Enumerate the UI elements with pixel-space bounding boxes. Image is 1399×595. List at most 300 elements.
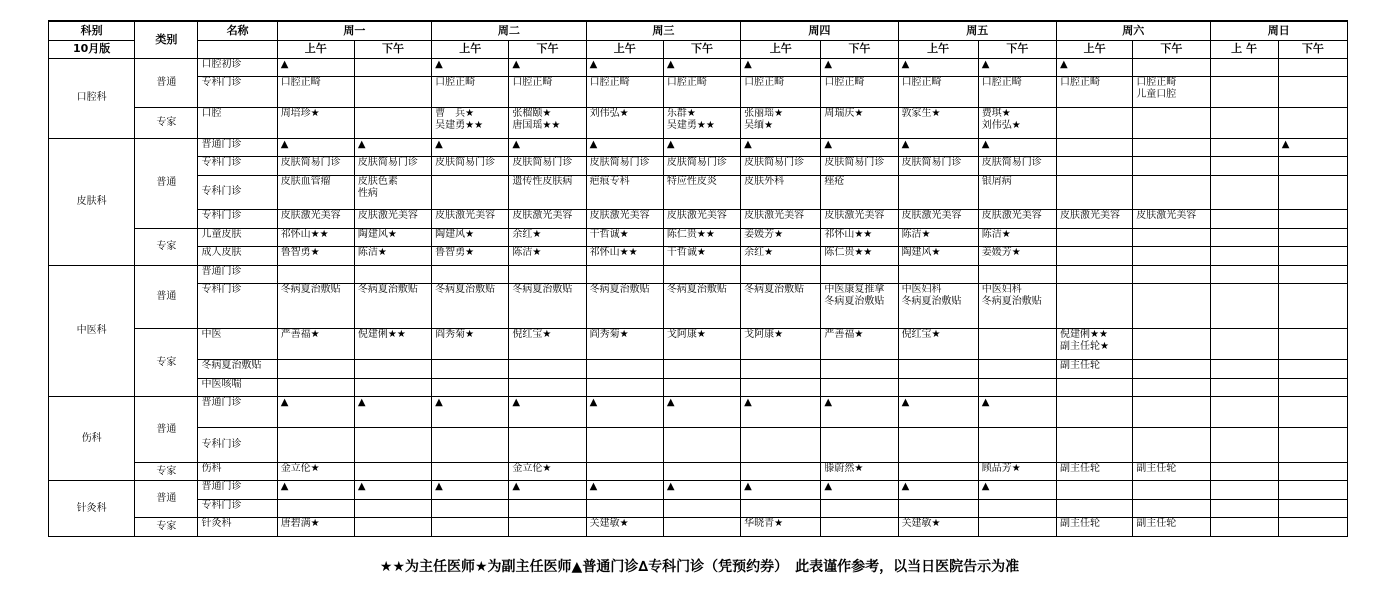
schedule-cell bbox=[1133, 499, 1210, 517]
schedule-cell bbox=[1133, 107, 1210, 138]
schedule-cell bbox=[663, 138, 740, 156]
schedule-cell bbox=[741, 462, 821, 480]
schedule-entry: 口腔正畸 bbox=[1060, 76, 1101, 88]
header-pm: 下午 bbox=[1278, 40, 1347, 58]
schedule-entry: 副主任轮 bbox=[1060, 360, 1101, 372]
schedule-cell bbox=[1133, 329, 1210, 360]
department-cell: 针灸科 bbox=[49, 481, 135, 537]
schedule-cell bbox=[509, 76, 586, 107]
schedule-entry: ▲ bbox=[280, 58, 289, 70]
schedule-cell bbox=[1210, 378, 1278, 396]
schedule-entry: ▲ bbox=[981, 481, 990, 493]
clinic-name-cell: 专科门诊 bbox=[198, 210, 277, 228]
table-row bbox=[49, 427, 1348, 462]
schedule-cell bbox=[663, 175, 740, 210]
schedule-entry: 冬病夏治敷贴 bbox=[589, 284, 650, 296]
schedule-cell bbox=[978, 210, 1056, 228]
schedule-cell bbox=[978, 157, 1056, 175]
schedule-cell bbox=[821, 175, 898, 210]
schedule-entry: 皮肤激光美容 bbox=[357, 210, 418, 222]
header-pm: 下午 bbox=[509, 40, 586, 58]
schedule-cell bbox=[509, 58, 586, 76]
schedule-entry: 滕蔚然★ bbox=[824, 462, 864, 474]
schedule-cell bbox=[1057, 76, 1133, 107]
schedule-cell bbox=[1210, 138, 1278, 156]
schedule-cell bbox=[741, 247, 821, 265]
schedule-entry: ▲ bbox=[744, 397, 752, 409]
schedule-cell bbox=[509, 360, 586, 378]
schedule-cell bbox=[741, 138, 821, 156]
schedule-entry: 皮肤激光美容 bbox=[666, 210, 727, 222]
schedule-entry: 口腔正畸 bbox=[824, 76, 865, 88]
schedule-entry: ▲ bbox=[512, 138, 521, 150]
schedule-entry: 祁怀山★★ bbox=[824, 228, 873, 240]
schedule-entry: 皮肤激光美容 bbox=[981, 210, 1042, 222]
category-cell: 普通 bbox=[135, 397, 198, 463]
schedule-cell bbox=[277, 329, 354, 360]
schedule-cell bbox=[821, 499, 898, 517]
schedule-cell bbox=[1278, 329, 1347, 360]
clinic-name-cell: 普通门诊 bbox=[198, 265, 277, 283]
schedule-entry: ▲ bbox=[981, 58, 990, 70]
schedule-cell bbox=[586, 247, 663, 265]
schedule-cell bbox=[741, 76, 821, 107]
schedule-cell bbox=[586, 360, 663, 378]
schedule-cell bbox=[1133, 427, 1210, 462]
schedule-cell bbox=[432, 107, 509, 138]
schedule-entry: 皮肤激光美容 bbox=[512, 210, 573, 222]
schedule-cell bbox=[1133, 247, 1210, 265]
category-cell: 专家 bbox=[135, 107, 198, 138]
schedule-cell bbox=[898, 518, 978, 537]
schedule-entry: 中医妇科 bbox=[981, 284, 1022, 296]
schedule-entry: 干哲诚★ bbox=[666, 247, 706, 259]
schedule-entry: ▲ bbox=[435, 58, 443, 70]
category-cell: 专家 bbox=[135, 228, 198, 265]
schedule-cell bbox=[509, 499, 586, 517]
schedule-entry: ▲ bbox=[824, 138, 833, 150]
schedule-cell bbox=[1210, 462, 1278, 480]
schedule-entry: 刘伟弘★ bbox=[981, 119, 1021, 131]
schedule-entry: 中医康复推拿 bbox=[824, 284, 885, 296]
schedule-cell bbox=[1133, 360, 1210, 378]
schedule-cell bbox=[432, 157, 509, 175]
schedule-cell bbox=[277, 265, 354, 283]
schedule-cell bbox=[1057, 58, 1133, 76]
schedule-entry: ▲ bbox=[280, 138, 289, 150]
schedule-entry: 冬病夏治敷贴 bbox=[666, 284, 727, 296]
schedule-entry: ▲ bbox=[1281, 138, 1290, 150]
schedule-entry: 皮肤激光美容 bbox=[824, 210, 885, 222]
table-row bbox=[49, 360, 1348, 378]
schedule-entry: 皮肤色素 bbox=[357, 175, 398, 187]
schedule-cell bbox=[354, 427, 431, 462]
schedule-entry: 关建敏★ bbox=[589, 518, 629, 530]
schedule-entry: 口腔正畸 bbox=[1136, 76, 1177, 88]
schedule-cell bbox=[277, 284, 354, 329]
schedule-cell bbox=[1278, 247, 1347, 265]
schedule-cell bbox=[586, 284, 663, 329]
schedule-cell bbox=[1278, 518, 1347, 537]
schedule-cell bbox=[277, 378, 354, 396]
schedule-cell bbox=[432, 329, 509, 360]
schedule-cell bbox=[741, 360, 821, 378]
schedule-cell bbox=[509, 462, 586, 480]
schedule-cell bbox=[741, 228, 821, 246]
schedule-cell bbox=[978, 138, 1056, 156]
schedule-cell bbox=[1057, 265, 1133, 283]
header-day-wed: 周三 bbox=[586, 21, 740, 40]
schedule-cell bbox=[1278, 462, 1347, 480]
schedule-cell bbox=[1210, 265, 1278, 283]
schedule-cell bbox=[663, 157, 740, 175]
schedule-cell bbox=[432, 427, 509, 462]
schedule-cell bbox=[586, 175, 663, 210]
schedule-entry: 皮肤简易门诊 bbox=[666, 157, 727, 169]
schedule-cell bbox=[978, 397, 1056, 428]
table-row bbox=[49, 481, 1348, 499]
schedule-entry: 倪建俐★★ bbox=[1060, 329, 1108, 341]
schedule-cell bbox=[1057, 518, 1133, 537]
schedule-cell bbox=[354, 378, 431, 396]
schedule-cell bbox=[898, 175, 978, 210]
header-day-tue: 周二 bbox=[432, 21, 586, 40]
schedule-cell bbox=[663, 210, 740, 228]
schedule-entry: ▲ bbox=[357, 481, 366, 493]
schedule-cell bbox=[354, 58, 431, 76]
schedule-cell bbox=[586, 138, 663, 156]
schedule-cell bbox=[898, 499, 978, 517]
schedule-entry: 祁怀山★★ bbox=[589, 247, 638, 259]
schedule-cell bbox=[978, 360, 1056, 378]
header-row-days bbox=[49, 21, 1348, 40]
table-row bbox=[49, 247, 1348, 265]
schedule-entry: 冬病夏治敷贴 bbox=[901, 296, 962, 308]
header-pm: 下午 bbox=[354, 40, 431, 58]
header-row-halfday bbox=[49, 40, 1348, 58]
header-day-sun: 周日 bbox=[1210, 21, 1348, 40]
schedule-cell bbox=[1278, 210, 1347, 228]
clinic-name-cell: 口腔初诊 bbox=[198, 58, 277, 76]
schedule-entry: 遗传性皮肤病 bbox=[512, 175, 573, 187]
header-category: 类别 bbox=[135, 21, 198, 58]
schedule-cell bbox=[586, 228, 663, 246]
table-row bbox=[49, 76, 1348, 107]
category-cell: 专家 bbox=[135, 329, 198, 397]
schedule-cell bbox=[978, 107, 1056, 138]
schedule-entry: 皮肤简易门诊 bbox=[901, 157, 962, 169]
schedule-cell bbox=[741, 157, 821, 175]
schedule-cell bbox=[1057, 329, 1133, 360]
schedule-cell bbox=[432, 360, 509, 378]
schedule-cell bbox=[1278, 481, 1347, 499]
schedule-entry: 陶建风★ bbox=[435, 228, 475, 240]
schedule-entry: ▲ bbox=[824, 481, 833, 493]
schedule-entry: 皮肤激光美容 bbox=[1060, 210, 1121, 222]
schedule-cell bbox=[821, 157, 898, 175]
schedule-entry: ▲ bbox=[512, 58, 521, 70]
schedule-cell bbox=[663, 76, 740, 107]
schedule-cell bbox=[978, 58, 1056, 76]
schedule-cell bbox=[1210, 58, 1278, 76]
schedule-cell bbox=[1057, 228, 1133, 246]
schedule-cell bbox=[898, 247, 978, 265]
schedule-cell bbox=[586, 378, 663, 396]
schedule-entry: 干哲诚★ bbox=[589, 228, 629, 240]
schedule-cell bbox=[586, 329, 663, 360]
schedule-cell bbox=[898, 397, 978, 428]
table-row bbox=[49, 138, 1348, 156]
schedule-cell bbox=[432, 481, 509, 499]
schedule-entry: 倪红宝★ bbox=[901, 329, 941, 341]
schedule-entry: 严善福★ bbox=[824, 329, 864, 341]
schedule-cell bbox=[277, 518, 354, 537]
schedule-cell bbox=[277, 481, 354, 499]
schedule-entry: 副主任轮 bbox=[1136, 462, 1177, 474]
clinic-name-cell: 普通门诊 bbox=[198, 138, 277, 156]
schedule-cell bbox=[1057, 360, 1133, 378]
schedule-cell bbox=[978, 265, 1056, 283]
schedule-cell bbox=[354, 265, 431, 283]
schedule-cell bbox=[741, 210, 821, 228]
category-cell: 专家 bbox=[135, 462, 198, 480]
clinic-name-cell: 专科门诊 bbox=[198, 76, 277, 107]
schedule-cell bbox=[586, 397, 663, 428]
schedule-cell bbox=[1133, 397, 1210, 428]
schedule-cell bbox=[663, 518, 740, 537]
schedule-cell bbox=[663, 499, 740, 517]
table-row bbox=[49, 210, 1348, 228]
schedule-cell bbox=[354, 76, 431, 107]
schedule-entry: 唐国瑶★★ bbox=[512, 119, 561, 131]
schedule-cell bbox=[354, 462, 431, 480]
schedule-cell bbox=[978, 427, 1056, 462]
schedule-entry: 陈洁★ bbox=[512, 247, 542, 259]
schedule-cell bbox=[432, 397, 509, 428]
schedule-entry: ▲ bbox=[1060, 58, 1068, 70]
schedule-cell bbox=[509, 247, 586, 265]
table-row bbox=[49, 175, 1348, 210]
schedule-table bbox=[48, 20, 1348, 537]
schedule-entry: 姜媛芳★ bbox=[981, 247, 1021, 259]
schedule-cell bbox=[1133, 138, 1210, 156]
schedule-cell bbox=[432, 228, 509, 246]
schedule-entry: ▲ bbox=[666, 58, 675, 70]
schedule-entry: 乐群★ bbox=[666, 107, 696, 119]
schedule-entry: 口腔正畸 bbox=[589, 76, 630, 88]
schedule-entry: ▲ bbox=[435, 397, 443, 409]
schedule-cell bbox=[277, 210, 354, 228]
schedule-entry: ▲ bbox=[666, 481, 675, 493]
schedule-entry: ▲ bbox=[280, 397, 289, 409]
schedule-cell bbox=[821, 265, 898, 283]
schedule-cell bbox=[1210, 397, 1278, 428]
schedule-cell bbox=[741, 284, 821, 329]
table-row bbox=[49, 378, 1348, 396]
schedule-cell bbox=[1057, 499, 1133, 517]
schedule-cell bbox=[354, 329, 431, 360]
schedule-entry: ▲ bbox=[744, 481, 752, 493]
schedule-cell bbox=[354, 247, 431, 265]
schedule-cell bbox=[1278, 378, 1347, 396]
header-pm: 下午 bbox=[663, 40, 740, 58]
schedule-cell bbox=[277, 360, 354, 378]
schedule-cell bbox=[978, 76, 1056, 107]
schedule-cell bbox=[354, 397, 431, 428]
schedule-cell bbox=[898, 329, 978, 360]
schedule-cell bbox=[1210, 499, 1278, 517]
schedule-cell bbox=[1057, 157, 1133, 175]
schedule-cell bbox=[1133, 265, 1210, 283]
schedule-entry: 曹 兵★ bbox=[435, 107, 475, 119]
schedule-cell bbox=[1278, 397, 1347, 428]
clinic-name-cell: 专科门诊 bbox=[198, 157, 277, 175]
schedule-cell bbox=[1278, 76, 1347, 107]
schedule-entry: 皮肤简易门诊 bbox=[981, 157, 1042, 169]
schedule-cell bbox=[821, 518, 898, 537]
schedule-cell bbox=[898, 76, 978, 107]
schedule-cell bbox=[663, 481, 740, 499]
schedule-entry: ▲ bbox=[901, 138, 910, 150]
schedule-cell bbox=[663, 284, 740, 329]
schedule-entry: 阎秀菊★ bbox=[589, 329, 629, 341]
header-day-fri: 周五 bbox=[898, 21, 1056, 40]
header-pm: 下午 bbox=[978, 40, 1056, 58]
schedule-cell bbox=[663, 462, 740, 480]
schedule-entry: 姜媛芳★ bbox=[744, 228, 784, 240]
category-cell: 普通 bbox=[135, 481, 198, 518]
schedule-entry: ▲ bbox=[981, 397, 990, 409]
schedule-cell bbox=[821, 360, 898, 378]
schedule-cell bbox=[509, 210, 586, 228]
schedule-cell bbox=[978, 499, 1056, 517]
schedule-entry: 陶建风★ bbox=[901, 247, 941, 259]
schedule-cell bbox=[354, 228, 431, 246]
schedule-cell bbox=[586, 518, 663, 537]
header-am: 上午 bbox=[741, 40, 821, 58]
category-cell: 普通 bbox=[135, 138, 198, 228]
schedule-cell bbox=[978, 175, 1056, 210]
schedule-cell bbox=[1057, 210, 1133, 228]
schedule-cell bbox=[821, 329, 898, 360]
schedule-cell bbox=[821, 462, 898, 480]
schedule-entry: 副主任轮 bbox=[1060, 462, 1101, 474]
schedule-cell bbox=[354, 481, 431, 499]
schedule-cell bbox=[277, 107, 354, 138]
schedule-entry: 口腔正畸 bbox=[901, 76, 942, 88]
schedule-cell bbox=[277, 175, 354, 210]
schedule-cell bbox=[1133, 157, 1210, 175]
table-row bbox=[49, 157, 1348, 175]
department-cell: 伤科 bbox=[49, 397, 135, 481]
schedule-cell bbox=[1278, 265, 1347, 283]
schedule-entry: ▲ bbox=[666, 397, 675, 409]
schedule-cell bbox=[432, 378, 509, 396]
schedule-entry: 陈洁★ bbox=[981, 228, 1011, 240]
schedule-entry: 皮肤简易门诊 bbox=[589, 157, 650, 169]
schedule-cell bbox=[1133, 210, 1210, 228]
schedule-entry: 冬病夏治敷贴 bbox=[512, 284, 573, 296]
schedule-entry: 皮肤简易门诊 bbox=[824, 157, 885, 169]
schedule-cell bbox=[586, 210, 663, 228]
schedule-cell bbox=[432, 499, 509, 517]
schedule-cell bbox=[586, 58, 663, 76]
schedule-cell bbox=[1210, 228, 1278, 246]
schedule-cell bbox=[821, 138, 898, 156]
schedule-cell bbox=[821, 378, 898, 396]
table-row bbox=[49, 397, 1348, 428]
schedule-cell bbox=[586, 499, 663, 517]
schedule-entry: 儿童口腔 bbox=[1136, 88, 1177, 100]
schedule-entry: 陈仁贵★★ bbox=[666, 228, 715, 240]
schedule-cell bbox=[277, 462, 354, 480]
clinic-name-cell: 专科门诊 bbox=[198, 284, 277, 329]
schedule-cell bbox=[1210, 107, 1278, 138]
schedule-cell bbox=[978, 518, 1056, 537]
schedule-entry: 皮肤血管瘤 bbox=[280, 175, 331, 187]
schedule-cell bbox=[1278, 175, 1347, 210]
schedule-cell bbox=[663, 58, 740, 76]
schedule-entry: 冬病夏治敷贴 bbox=[357, 284, 418, 296]
schedule-entry: 戈阿康★ bbox=[666, 329, 706, 341]
schedule-cell bbox=[741, 265, 821, 283]
schedule-cell bbox=[354, 175, 431, 210]
schedule-entry: 皮肤外科 bbox=[744, 175, 785, 187]
schedule-cell bbox=[741, 518, 821, 537]
schedule-cell bbox=[277, 58, 354, 76]
schedule-cell bbox=[663, 397, 740, 428]
schedule-cell bbox=[978, 247, 1056, 265]
schedule-cell bbox=[432, 247, 509, 265]
schedule-cell bbox=[978, 329, 1056, 360]
schedule-cell bbox=[1210, 76, 1278, 107]
category-cell: 专家 bbox=[135, 518, 198, 537]
schedule-entry: ▲ bbox=[589, 397, 598, 409]
schedule-entry: ▲ bbox=[901, 58, 910, 70]
schedule-entry: ▲ bbox=[512, 481, 521, 493]
schedule-entry: 张榴颐★ bbox=[512, 107, 552, 119]
schedule-entry: 中医妇科 bbox=[901, 284, 942, 296]
schedule-cell bbox=[509, 107, 586, 138]
schedule-cell bbox=[1210, 157, 1278, 175]
schedule-cell bbox=[354, 107, 431, 138]
schedule-cell bbox=[741, 175, 821, 210]
clinic-name-cell: 普通门诊 bbox=[198, 397, 277, 428]
schedule-cell bbox=[432, 284, 509, 329]
schedule-entry: 口腔正畸 bbox=[981, 76, 1022, 88]
schedule-cell bbox=[586, 481, 663, 499]
schedule-cell bbox=[663, 360, 740, 378]
schedule-entry: 皮肤简易门诊 bbox=[744, 157, 805, 169]
schedule-cell bbox=[1278, 284, 1347, 329]
schedule-entry: 吴建勇★★ bbox=[666, 119, 715, 131]
table-row bbox=[49, 499, 1348, 517]
header-pm: 下午 bbox=[1133, 40, 1210, 58]
schedule-entry: ▲ bbox=[744, 138, 752, 150]
schedule-entry: 吴缅★ bbox=[744, 119, 774, 131]
schedule-cell bbox=[354, 284, 431, 329]
category-cell: 普通 bbox=[135, 265, 198, 329]
schedule-cell bbox=[1278, 360, 1347, 378]
schedule-cell bbox=[509, 378, 586, 396]
schedule-cell bbox=[1133, 228, 1210, 246]
schedule-cell bbox=[663, 427, 740, 462]
table-header bbox=[49, 21, 1348, 58]
schedule-cell bbox=[978, 378, 1056, 396]
schedule-cell bbox=[354, 499, 431, 517]
schedule-cell bbox=[741, 58, 821, 76]
schedule-cell bbox=[663, 247, 740, 265]
